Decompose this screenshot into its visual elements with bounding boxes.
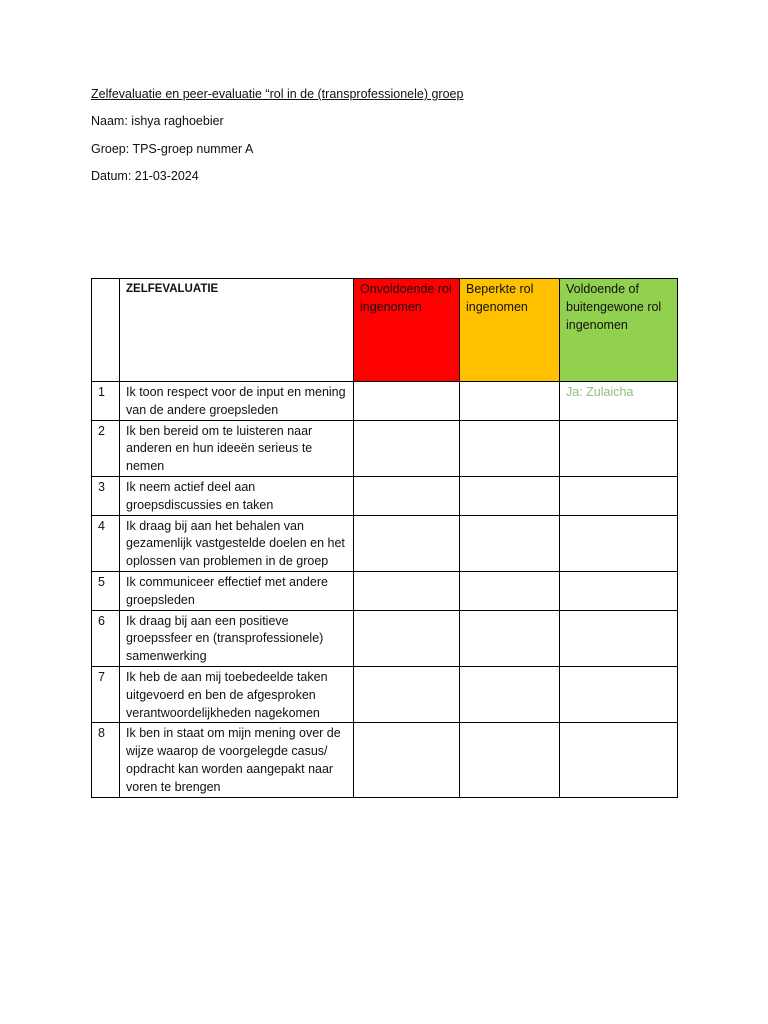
row-number: 8 bbox=[92, 723, 120, 797]
row-limited-cell bbox=[460, 382, 560, 421]
header-limited-role: Beperkte rol ingenomen bbox=[460, 279, 560, 382]
row-criterion-text: Ik draag bij aan het behalen van gezamenlijk vastgestelde doelen en het oplossen van problemen in de groep bbox=[120, 515, 354, 571]
row-insufficient-cell bbox=[354, 610, 460, 666]
row-limited-cell bbox=[460, 571, 560, 610]
row-limited-cell bbox=[460, 610, 560, 666]
table-row bbox=[92, 476, 678, 515]
row-criterion-text: Ik ben bereid om te luisteren naar anderen en hun ideeën serieus te nemen bbox=[120, 420, 354, 476]
row-insufficient-cell bbox=[354, 420, 460, 476]
date-line: Datum: 21-03-2024 bbox=[91, 169, 199, 183]
row-criterion-text: Ik heb de aan mij toebedeelde taken uitgevoerd en ben de afgesproken verantwoordelijkheden nagekomen bbox=[120, 666, 354, 722]
row-number: 3 bbox=[92, 476, 120, 515]
row-insufficient-cell bbox=[354, 571, 460, 610]
header-number-cell bbox=[92, 279, 120, 382]
row-criterion-text: Ik communiceer effectief met andere groepsleden bbox=[120, 571, 354, 610]
row-number: 5 bbox=[92, 571, 120, 610]
row-insufficient-cell bbox=[354, 476, 460, 515]
row-sufficient-cell bbox=[560, 515, 678, 571]
table-row bbox=[92, 610, 678, 666]
row-insufficient-cell bbox=[354, 666, 460, 722]
header-sufficient-role: Voldoende of buitengewone rol ingenomen bbox=[560, 279, 678, 382]
group-line: Groep: TPS-groep nummer A bbox=[91, 142, 254, 156]
row-sufficient-cell: Ja: Zulaicha bbox=[560, 382, 678, 421]
row-sufficient-cell bbox=[560, 666, 678, 722]
table-row bbox=[92, 666, 678, 722]
row-number: 6 bbox=[92, 610, 120, 666]
row-criterion-text: Ik neem actief deel aan groepsdiscussies en taken bbox=[120, 476, 354, 515]
row-sufficient-cell bbox=[560, 723, 678, 797]
document-title: Zelfevaluatie en peer-evaluatie “rol in de (transprofessionele) groep bbox=[91, 87, 464, 101]
header-insufficient-role: Onvoldoende rol ingenomen bbox=[354, 279, 460, 382]
row-criterion-text: Ik ben in staat om mijn mening over de wijze waarop de voorgelegde casus/ opdracht kan worden aangepakt naar voren te brengen bbox=[120, 723, 354, 797]
name-line: Naam: ishya raghoebier bbox=[91, 114, 224, 128]
row-number: 2 bbox=[92, 420, 120, 476]
row-limited-cell bbox=[460, 666, 560, 722]
row-sufficient-cell bbox=[560, 571, 678, 610]
header-self-evaluation: ZELFEVALUATIE bbox=[120, 279, 354, 382]
row-limited-cell bbox=[460, 723, 560, 797]
row-insufficient-cell bbox=[354, 723, 460, 797]
row-limited-cell bbox=[460, 420, 560, 476]
table-row bbox=[92, 515, 678, 571]
row-sufficient-cell bbox=[560, 476, 678, 515]
row-insufficient-cell bbox=[354, 515, 460, 571]
row-limited-cell bbox=[460, 476, 560, 515]
row-number: 7 bbox=[92, 666, 120, 722]
row-criterion-text: Ik toon respect voor de input en mening van de andere groepsleden bbox=[120, 382, 354, 421]
table-row bbox=[92, 382, 678, 421]
row-number: 1 bbox=[92, 382, 120, 421]
row-sufficient-cell bbox=[560, 610, 678, 666]
row-insufficient-cell bbox=[354, 382, 460, 421]
row-sufficient-cell bbox=[560, 420, 678, 476]
self-evaluation-table bbox=[91, 278, 678, 798]
table-row bbox=[92, 420, 678, 476]
table-row bbox=[92, 723, 678, 797]
row-number: 4 bbox=[92, 515, 120, 571]
row-criterion-text: Ik draag bij aan een positieve groepssfeer en (transprofessionele) samenwerking bbox=[120, 610, 354, 666]
table-row bbox=[92, 571, 678, 610]
table-header-row bbox=[92, 279, 678, 382]
row-limited-cell bbox=[460, 515, 560, 571]
